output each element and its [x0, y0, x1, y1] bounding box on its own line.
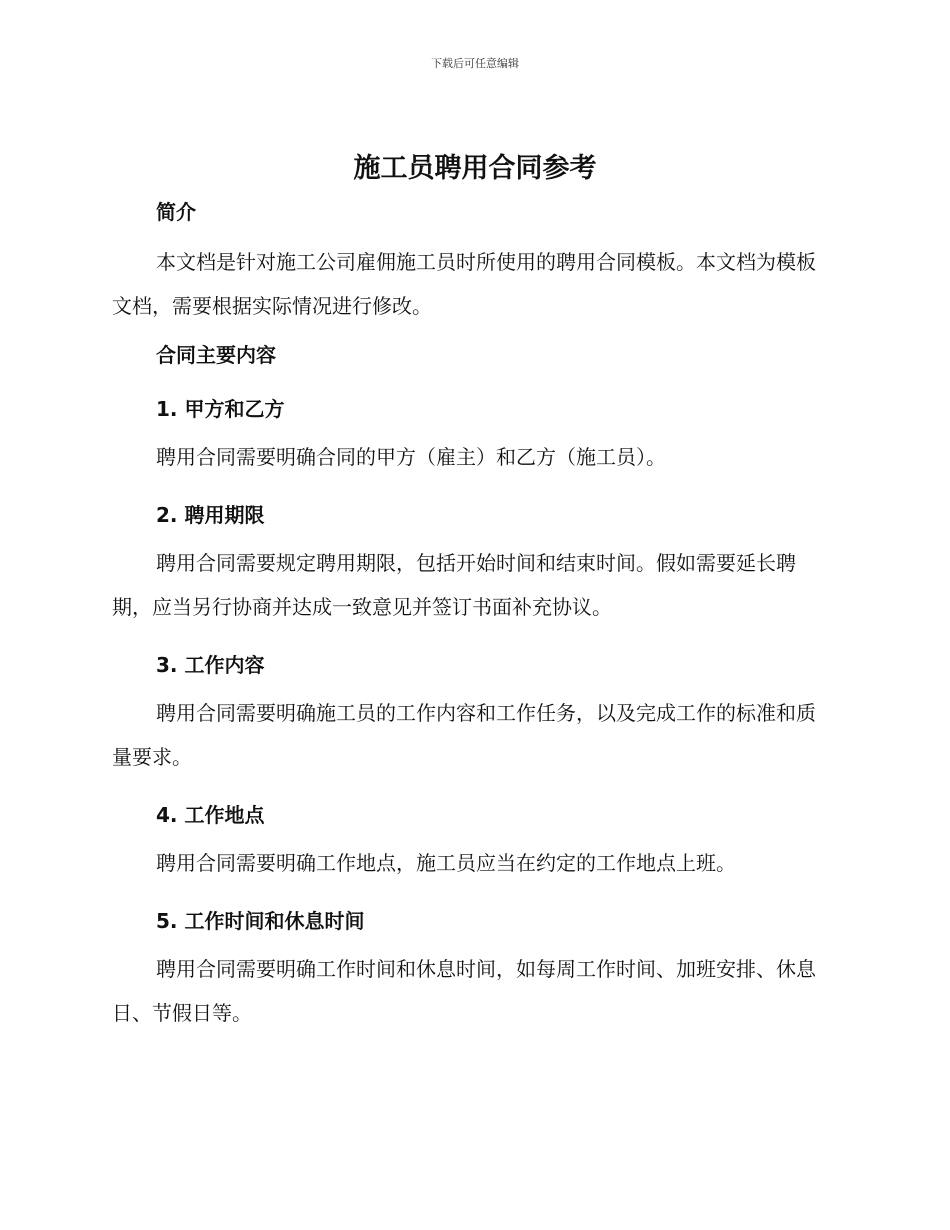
intro-heading: 简介	[156, 200, 196, 224]
document-title: 施工员聘用合同参考	[353, 153, 597, 184]
section-paragraph-term: 聘用合同需要规定聘用期限，包括开始时间和结束时间。假如需要延长聘期，应当另行协商并达成一致意见并签订书面补充协议。	[112, 551, 796, 619]
section-heading-work-location: 4. 工作地点	[156, 803, 265, 827]
main-content-heading: 合同主要内容	[156, 343, 276, 367]
section-paragraph-work-content: 聘用合同需要明确施工员的工作内容和工作任务，以及完成工作的标准和质量要求。	[112, 701, 816, 769]
intro-paragraph: 本文档是针对施工公司雇佣施工员时所使用的聘用合同模板。本文档为模板文档，需要根据实际情况进行修改。	[112, 250, 816, 318]
section-heading-term: 2. 聘用期限	[156, 503, 265, 527]
section-paragraph-parties: 聘用合同需要明确合同的甲方（雇主）和乙方（施工员）。	[156, 445, 666, 469]
section-paragraph-work-hours: 聘用合同需要明确工作时间和休息时间，如每周工作时间、加班安排、休息日、节假日等。	[112, 957, 816, 1025]
section-paragraph-work-location: 聘用合同需要明确工作地点，施工员应当在约定的工作地点上班。	[156, 851, 736, 875]
page-header-note: 下载后可任意编辑	[431, 57, 519, 70]
document-body	[112, 196, 832, 1035]
section-heading-work-hours: 5. 工作时间和休息时间	[156, 909, 365, 933]
section-heading-parties: 1. 甲方和乙方	[156, 397, 285, 421]
section-heading-work-content: 3. 工作内容	[156, 653, 265, 677]
